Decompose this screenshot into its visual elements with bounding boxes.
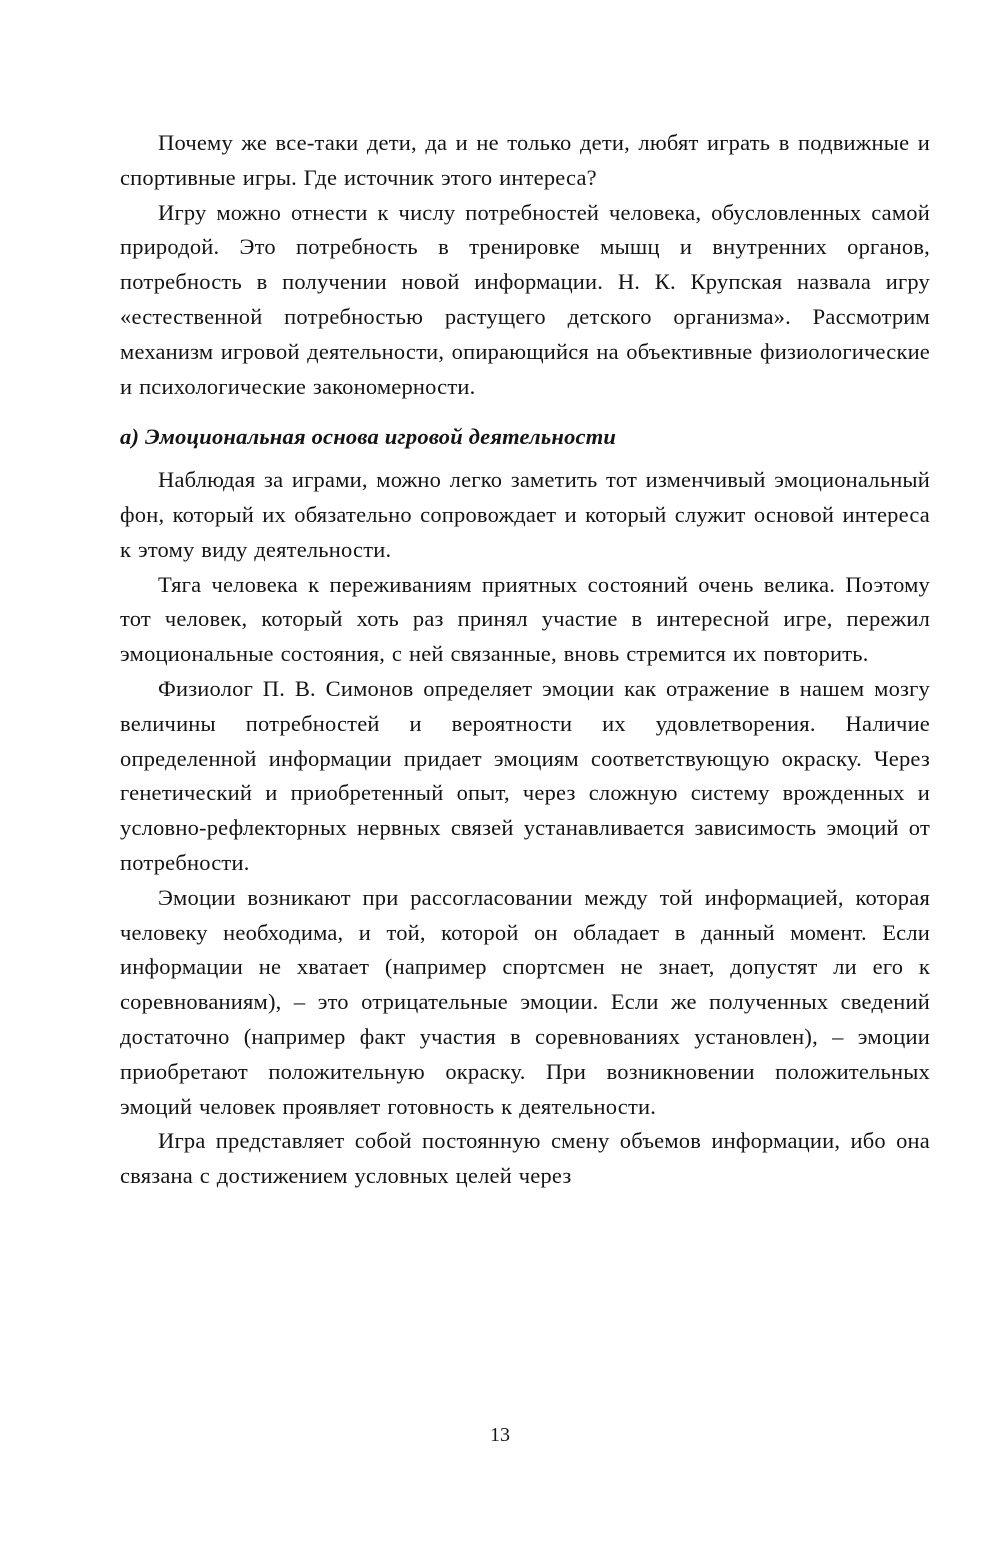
section-heading: а) Эмоциональная основа игровой деятельности [120, 424, 617, 450]
paragraph-1: Почему же все-таки дети, да и не только дети, любят играть в подвижные и спортивные игры. Где источник этого интереса? [120, 130, 930, 190]
paragraph-2: Игру можно отнести к числу потребностей человека, обусловленных самой природой. Это потребность в тренировке мышц и внутренних органов, потребность в получении новой информации. Н. К. Крупская назвала игру «естественной потребностью растущего детского организма». Рассмотрим механизм игровой деятельности, опирающийся на объективные физиологические и психологические закономерности. [120, 199, 930, 399]
page-number: 13 [490, 1424, 510, 1446]
paragraph-4: Тяга человека к переживаниям приятных состояний очень велика. Поэтому тот человек, который хоть раз принял участие в интересной игре, пережил эмоциональные состояния, с ней связанные, вновь стремится их повторить. [120, 571, 930, 667]
paragraph-5: Физиолог П. В. Симонов определяет эмоции как отражение в нашем мозгу величины потребностей и вероятности их удовлетворения. Наличие определенной информации придает эмоциям соответствующую окраску. Через генетический и приобретенный опыт, через сложную систему врожденных и условно-рефлекторных нервных связей устанавливается зависимость эмоций от потребности. [120, 675, 930, 875]
paragraph-7: Игра представляет собой постоянную смену объемов информации, ибо она связана с достижением условных целей через [120, 1128, 930, 1189]
paragraph-3: Наблюдая за играми, можно легко заметить тот изменчивый эмоциональный фон, который их обязательно сопровождает и который служит основой интереса к этому виду деятельности. [120, 467, 930, 562]
paragraph-6: Эмоции возникают при рассогласовании между той информацией, которая человеку необходима, и той, которой он обладает в данный момент. Если информации не хватает (например спортсмен не знает, допустят ли его к соревнованиям), – это отрицательные эмоции. Если же полученных сведений достаточно (например факт участия в соревнованиях установлен), – эмоции приобретают положительную окраску. При возникновении положительных эмоций человек проявляет готовность к деятельности. [120, 884, 930, 1119]
